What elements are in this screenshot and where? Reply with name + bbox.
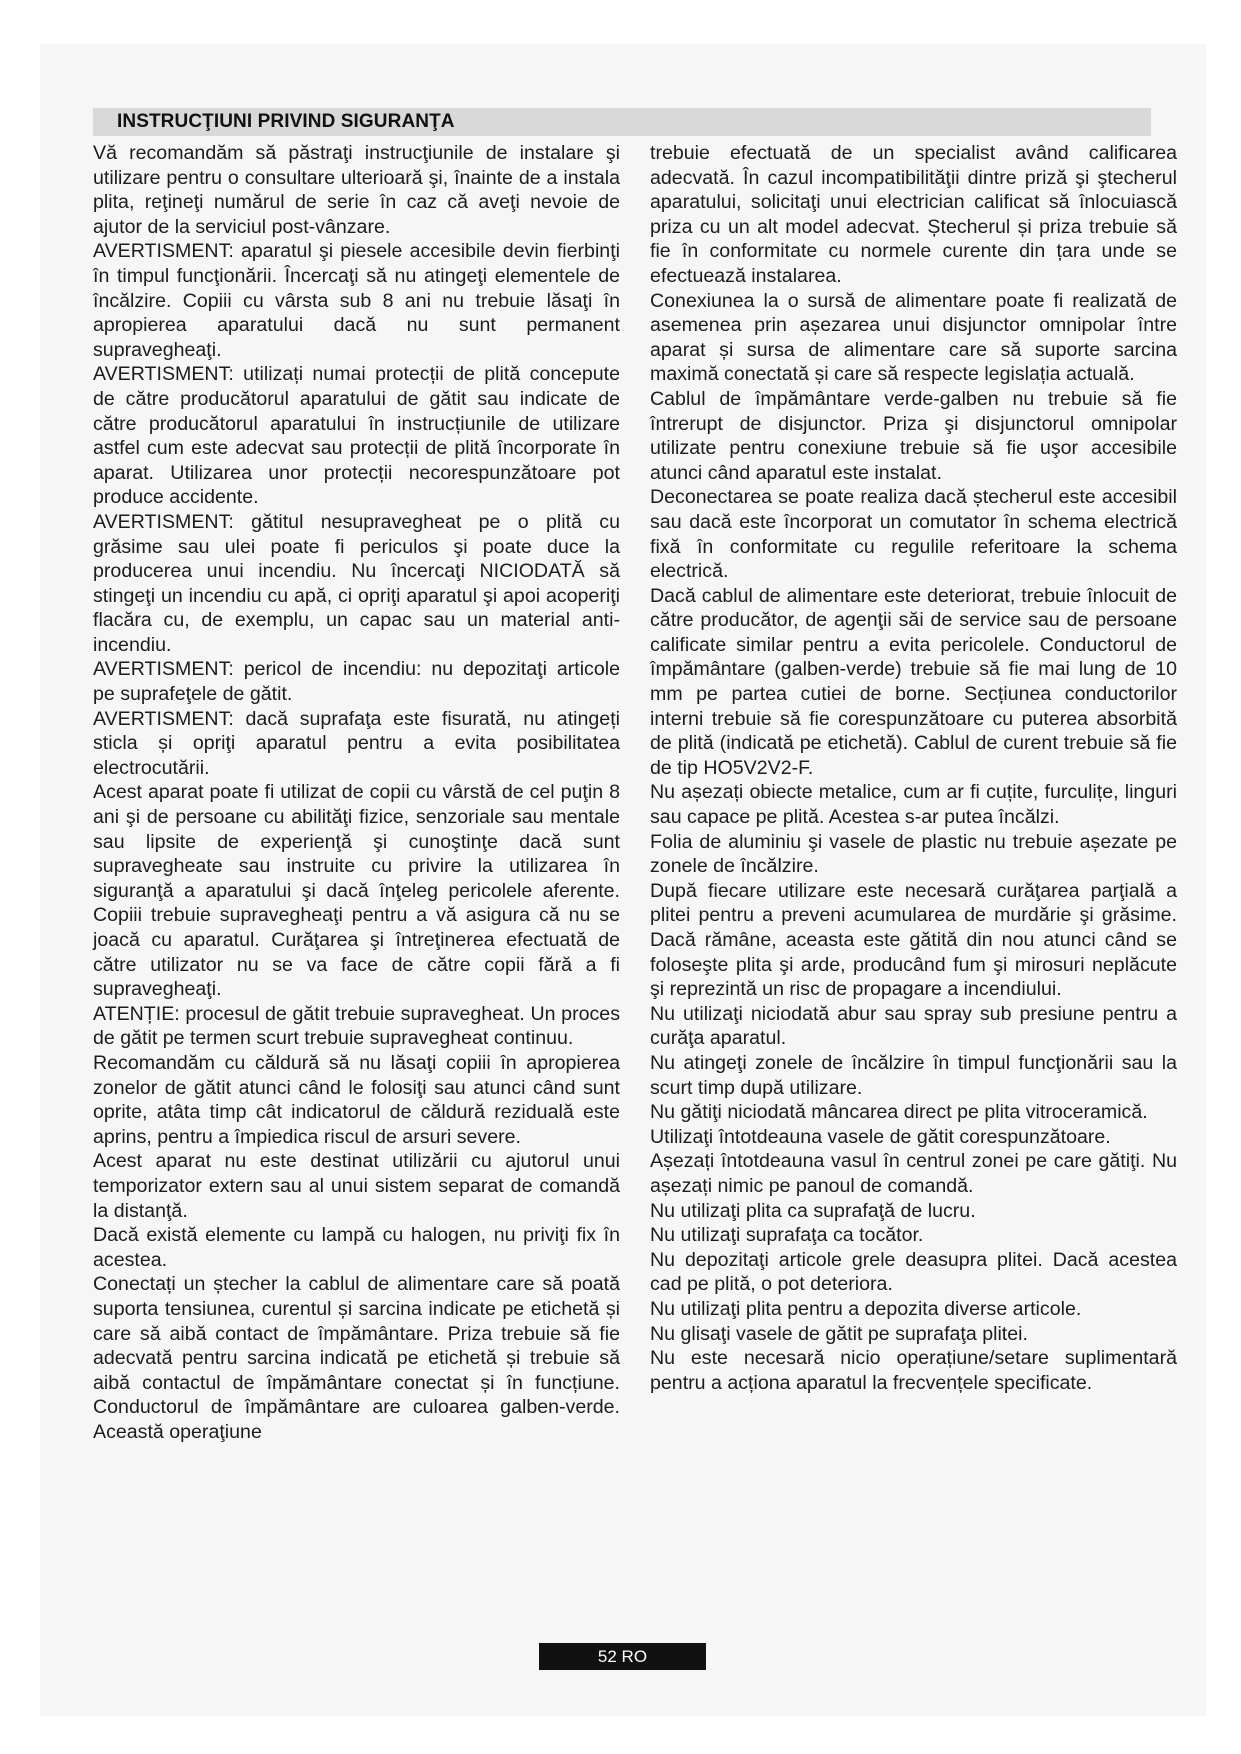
paragraph: Vă recomandăm să păstraţi instrucţiunile de instalare şi utilizare pentru o consultare ulterioară şi, înainte de a instala plita, reţineţi numărul de serie în caz că aveţi nevoie de ajutor de la serviciul post-vânzare.: [93, 142, 620, 238]
page-number: 52 RO: [597, 1647, 648, 1666]
paragraph: Folia de aluminiu şi vasele de plastic nu trebuie așezate pe zonele de încălzire.: [650, 830, 1177, 878]
paragraph: Nu atingeţi zonele de încălzire în timpul funcţionării sau la scurt timp după utilizare.: [650, 1051, 1177, 1099]
paragraph: Nu așezați obiecte metalice, cum ar fi cuțite, furculițe, linguri sau capace pe plită. Acestea s-ar putea încălzi.: [650, 781, 1177, 829]
paragraph: AVERTISMENT: utilizați numai protecții de plită concepute de către producătorul aparatului de gătit sau indicate de către producătorul aparatului în instrucțiunile de utilizare astfel cum este adecvat sau protecții de plită încorporate în aparat. Utilizarea unor protecții necorespunzătoare pot produce accidente.: [93, 363, 620, 509]
paragraph: Nu este necesară nicio operațiune/setare suplimentară pentru a acționa aparatul la frecvențele specificate.: [650, 1347, 1177, 1394]
paragraph: Dacă există elemente cu lampă cu halogen, nu priviţi fix în acestea.: [93, 1224, 620, 1271]
paragraph: trebuie efectuată de un specialist având calificarea adecvată. În cazul incompatibilităţii dintre priză şi ştecherul aparatului, solicitaţi unui electrician calificat să înlocuiască priza cu un alt model adecvat. Ștecherul și priza trebuie să fie în conformitate cu normele curente din țara unde se efectuează instalarea.: [650, 142, 1177, 287]
left-column: [93, 141, 620, 1444]
paragraph: Nu utilizaţi plita pentru a depozita diverse articole.: [650, 1297, 1082, 1320]
paragraph: Acest aparat nu este destinat utilizării cu ajutorul unui temporizator extern sau al unui sistem separat de comandă la distanţă.: [93, 1150, 620, 1222]
paragraph: Nu utilizaţi niciodată abur sau spray sub presiune pentru a curăţa aparatul.: [650, 1002, 1177, 1050]
paragraph: Așezați întotdeauna vasul în centrul zonei pe care gătiţi. Nu așezați nimic pe panoul de comandă.: [650, 1150, 1177, 1197]
paragraph: Utilizaţi întotdeauna vasele de gătit corespunzătoare.: [650, 1125, 1111, 1148]
paragraph: Conectați un ștecher la cablul de alimentare care să poată suporta tensiunea, curentul și sarcina indicate pe etichetă și care să aibă contact de împământare. Priza trebuie să fie adecvată pentru sarcina indicată pe etichetă și trebuie să aibă contactul de împământare conectat și în funcțiune. Conductorul de împământare are culoarea galben-verde. Această operaţiune: [93, 1273, 620, 1443]
paragraph: Nu glisaţi vasele de gătit pe suprafaţa plitei.: [650, 1322, 1028, 1345]
paragraph: Nu utilizaţi suprafaţa ca tocător.: [650, 1224, 924, 1247]
paragraph: ATENȚIE: procesul de gătit trebuie supravegheat. Un proces de gătit pe termen scurt trebuie supravegheat continuu.: [93, 1002, 620, 1050]
paragraph: Nu gătiţi niciodată mâncarea direct pe plita vitroceramică.: [650, 1101, 1148, 1124]
paragraph: AVERTISMENT: pericol de incendiu: nu depozitaţi articole pe suprafeţele de gătit.: [93, 658, 620, 706]
paragraph: Nu depozitaţi articole grele deasupra plitei. Dacă acestea cad pe plită, o pot deteriora.: [650, 1248, 1177, 1296]
page-number-bar: [539, 1643, 706, 1670]
right-column: [650, 141, 1177, 1395]
paragraph: AVERTISMENT: gătitul nesupravegheat pe o plită cu grăsime sau ulei poate fi periculos şi poate duce la producerea unui incendiu. Nu încercaţi NICIODATĂ să stingeţi un incendiu cu apă, ci opriţi aparatul şi apoi acoperiţi flacăra cu, de exemplu, un capac sau un material anti-incendiu.: [93, 510, 620, 656]
paragraph: Dacă cablul de alimentare este deteriorat, trebuie înlocuit de către producător, de agenţii săi de service sau de persoane calificate similar pentru a evita pericolele. Conductorul de împământare (galben-verde) trebuie să fie mai lung de 10 mm pe partea cutiei de borne. Secțiunea conductorilor interni trebuie să fie corespunzătoare cu puterea absorbită de plită (indicată pe etichetă). Cablul de curent trebuie să fie de tip HO5V2V2-F.: [650, 584, 1177, 779]
paragraph: Nu utilizaţi plita ca suprafaţă de lucru.: [650, 1199, 976, 1222]
paragraph: Cablul de împământare verde-galben nu trebuie să fie întrerupt de disjunctor. Priza şi disjunctorul omnipolar utilizate pentru conexiune trebuie să fie uşor accesibile atunci când aparatul este instalat.: [650, 387, 1177, 484]
paragraph: AVERTISMENT: dacă suprafaţa este fisurată, nu atingeți sticla și opriţi aparatul pentru a evita posibilitatea electrocutării.: [93, 707, 620, 779]
paragraph: Deconectarea se poate realiza dacă ștecherul este accesibil sau dacă este încorporat un comutator în schema electrică fixă în conformitate cu regulile referitoare la schema electrică.: [650, 486, 1177, 583]
section-title: INSTRUCŢIUNI PRIVIND SIGURANŢA: [117, 111, 455, 132]
paragraph: Acest aparat poate fi utilizat de copii cu vârstă de cel puţin 8 ani şi de persoane cu abilităţi fizice, senzoriale sau mentale sau lipsite de experienţă şi cunoştinţe dacă sunt supravegheate sau instruite cu privire la utilizarea în siguranţă a aparatului şi dacă înţeleg pericolele aferente. Copiii trebuie supravegheaţi pentru a vă asigura că nu se joacă cu aparatul. Curăţarea şi întreţinerea efectuată de către utilizator nu se va face de către copii fără a fi supravegheaţi.: [93, 781, 620, 1001]
section-header: [93, 108, 1151, 136]
paragraph: AVERTISMENT: aparatul şi piesele accesibile devin fierbinţi în timpul funcţionării. Încercaţi să nu atingeţi elementele de încălzire. Copiii cu vârsta sub 8 ani nu trebuie lăsaţi în apropierea aparatului dacă nu sunt permanent supravegheaţi.: [93, 240, 620, 361]
paragraph: Conexiunea la o sursă de alimentare poate fi realizată de asemenea prin așezarea unui disjunctor omnipolar între aparat și sursa de alimentare care să suporte sarcina maximă conectată și care să respecte legislația actuală.: [650, 289, 1177, 386]
paragraph: Recomandăm cu căldură să nu lăsaţi copiii în apropierea zonelor de gătit atunci când le folosiţi sau atunci când sunt oprite, atâta timp cât indicatorul de căldură reziduală este aprins, pentru a împiedica riscul de arsuri severe.: [93, 1051, 620, 1148]
paragraph: După fiecare utilizare este necesară curăţarea parţială a plitei pentru a preveni acumularea de murdărie şi grăsime. Dacă rămâne, aceasta este gătită din nou atunci când se foloseşte plita şi arde, producând fum şi mirosuri neplăcute şi reprezintă un risc de propagare a incendiului.: [650, 879, 1177, 1001]
